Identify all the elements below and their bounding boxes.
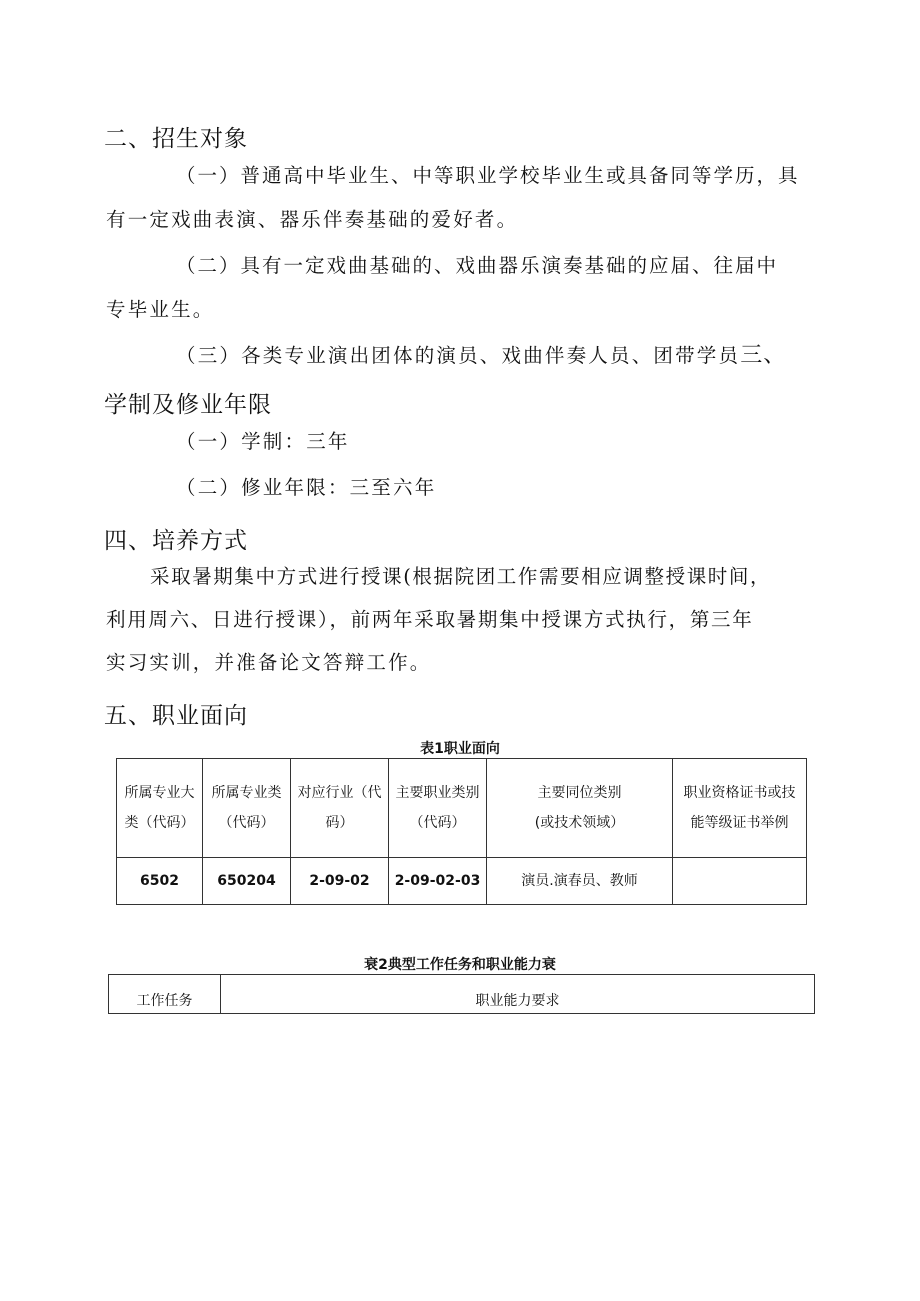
header-cell: 主要职业类别 （代码） (389, 759, 487, 858)
paragraph-line: 有一定戏曲表演、器乐伴奏基础的爱好者。 (106, 208, 519, 231)
section-3-title: 学制及修业年限 (104, 392, 272, 418)
table-cell: 2-09-02 (291, 858, 389, 905)
header-cell: 职业资格证书或技 能等级证书举例 (673, 759, 807, 858)
section-2-title: 二、招生对象 (104, 126, 248, 152)
paragraph-line: （二）修业年限：三至六年 (176, 476, 437, 499)
table-header-row (109, 975, 815, 1014)
table-header-row (117, 759, 807, 858)
paragraph-line: 实习实训，并准备论文答辩工作。 (106, 651, 432, 674)
header-cell: 对应行业（代 码） (291, 759, 389, 858)
header-cell: 职业能力要求 (221, 975, 815, 1014)
table1-caption: 表1职业面向 (420, 741, 500, 757)
header-cell: 所属专业类 （代码） (203, 759, 291, 858)
table-cell: 演员.演春员、教师 (487, 858, 673, 905)
table2-caption: 衰2典型工作任务和职业能力衰 (364, 957, 556, 973)
table-cell: 650204 (203, 858, 291, 905)
table-cell: 2-09-02-03 (389, 858, 487, 905)
section-5-title: 五、职业面向 (104, 703, 248, 729)
section-4-title: 四、培养方式 (104, 528, 248, 554)
table-row (117, 858, 807, 905)
paragraph-line: 采取暑期集中方式进行授课(根据院团工作需要相应调整授课时间， (150, 565, 772, 588)
paragraph-line: （二）具有一定戏曲基础的、戏曲器乐演奏基础的应届、往届中 (176, 254, 779, 277)
header-cell: 主要同位类别 (或技术领域） (487, 759, 673, 858)
header-cell: 所属专业大 类（代码） (117, 759, 203, 858)
work-task-table (108, 974, 815, 1014)
header-cell: 工作任务 (109, 975, 221, 1014)
paragraph-line: 专毕业生。 (106, 298, 215, 321)
section-3-title-prefix: 三、 (740, 343, 787, 368)
table-cell: 6502 (117, 858, 203, 905)
paragraph-line: （一）普通高中毕业生、中等职业学校毕业生或具备同等学历，具 (176, 164, 800, 187)
table-cell (673, 858, 807, 905)
paragraph-line: （一）学制：三年 (176, 430, 350, 453)
occupation-table (116, 758, 807, 905)
paragraph-text: （三）各类专业演出团体的演员、戏曲伴奏人员、团带学员 (176, 344, 741, 367)
paragraph-line: 利用周六、日进行授课），前两年采取暑期集中授课方式执行，第三年 (106, 608, 754, 631)
paragraph-line (176, 345, 786, 367)
